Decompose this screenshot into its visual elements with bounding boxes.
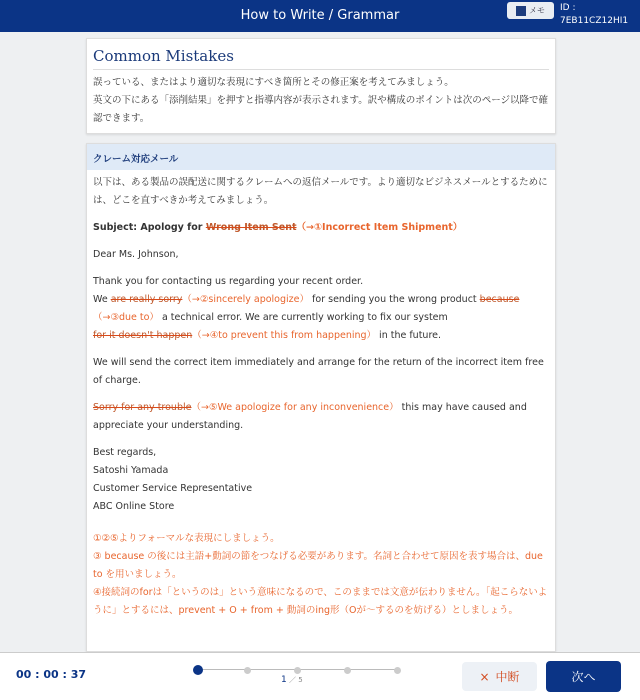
next-button[interactable]: 次へ xyxy=(546,661,621,692)
stop-label: 中断 xyxy=(495,670,520,684)
sig-line: Best regards, xyxy=(93,447,157,458)
progress-step-1[interactable] xyxy=(193,665,203,675)
sig-line: Customer Service Representative xyxy=(93,483,253,494)
id-label: ID : xyxy=(560,3,576,13)
sig-line: Satoshi Yamada xyxy=(93,465,169,476)
struck-text: for it doesn't happen xyxy=(93,330,193,341)
subject-prefix: Subject: Apology for xyxy=(93,222,206,233)
correction-text: （→②sincerely apologize） xyxy=(182,294,310,305)
text: this may have caused and appreciate your understanding. xyxy=(93,402,527,431)
intro-title: Common Mistakes xyxy=(93,47,549,70)
intro-line: 英文の下にある「添削結果」を押すと指導内容が表示されます。訳や構成のポイントは次のページ以降で確認できます。 xyxy=(93,95,549,124)
user-id xyxy=(560,2,628,28)
correction-text: （→①Incorrect Item Shipment） xyxy=(296,222,463,233)
text: for sending you the wrong product xyxy=(309,294,480,305)
paragraph-3 xyxy=(93,399,549,435)
close-icon: × xyxy=(479,669,490,684)
footer xyxy=(0,652,640,700)
intro-card xyxy=(86,38,556,134)
paragraph-1 xyxy=(93,273,549,345)
greeting: Dear Ms. Johnson, xyxy=(93,249,179,260)
progress-stepper xyxy=(196,665,398,675)
note: ④接続詞のforは「というのは」という意味になるので、このままでは文意が伝わりません。「起こらないように」とするには、prevent + O + from + 動詞のing形（Oが～するのを妨げる）としましょう。 xyxy=(93,587,548,616)
page-sep: ／ xyxy=(286,676,299,684)
paragraph-2: We will send the correct item immediately and arrange for the return of the incorrect item free of charge. xyxy=(93,357,544,386)
struck-text: are really sorry xyxy=(110,294,183,305)
memo-label: メモ xyxy=(529,6,545,15)
progress-step-4[interactable] xyxy=(344,667,351,674)
correction-text: （→③due to） xyxy=(93,312,159,323)
text: in the future. xyxy=(376,330,442,341)
header xyxy=(0,0,640,32)
sig-line: ABC Online Store xyxy=(93,501,175,512)
page-current: 1 xyxy=(281,675,287,685)
note: ①②⑤よりフォーマルな表現にしましょう。 xyxy=(93,533,280,544)
progress-step-2[interactable] xyxy=(244,667,251,674)
signature xyxy=(93,444,549,516)
text: We xyxy=(93,294,111,305)
task-heading: クレーム対応メール xyxy=(87,144,555,170)
struck-text: because xyxy=(479,294,520,305)
page-total: 5 xyxy=(298,676,303,684)
memo-icon xyxy=(516,6,526,16)
task-card xyxy=(86,143,556,652)
instruction: 以下は、ある製品の誤配送に関するクレームへの返信メールです。より適切なビジネスメールとするためには、どこを直すべきか考えてみましょう。 xyxy=(93,177,548,206)
struck-text: Sorry for any trouble xyxy=(93,402,192,413)
correction-notes xyxy=(93,530,549,620)
subject-line xyxy=(93,219,549,237)
progress-step-3[interactable] xyxy=(294,667,301,674)
timer: 00 : 00 : 37 xyxy=(16,668,87,681)
page-title: How to Write / Grammar xyxy=(240,8,400,23)
memo-button[interactable] xyxy=(507,2,554,19)
note: ③ because の後には主語+動詞の節をつなげる必要があります。名詞と合わせて原因を表す場合は、due to を用いましょう。 xyxy=(93,551,543,580)
progress-step-5[interactable] xyxy=(394,667,401,674)
correction-text: （→⑤We apologize for any inconvenience） xyxy=(191,402,399,413)
id-value: 7EB11CZ12HI1 xyxy=(560,16,629,26)
intro-line: 誤っている、またはより適切な表現にすべき箇所とその修正案を考えてみましょう。 xyxy=(93,77,454,88)
text: a technical error. We are currently working to fix our system xyxy=(158,312,448,323)
page-indicator xyxy=(281,675,303,685)
struck-text: Wrong Item Sent xyxy=(205,222,297,233)
stop-button[interactable] xyxy=(462,662,537,691)
correction-text: （→④to prevent this from happening） xyxy=(192,330,377,341)
text: Thank you for contacting us regarding your recent order. xyxy=(93,276,364,287)
